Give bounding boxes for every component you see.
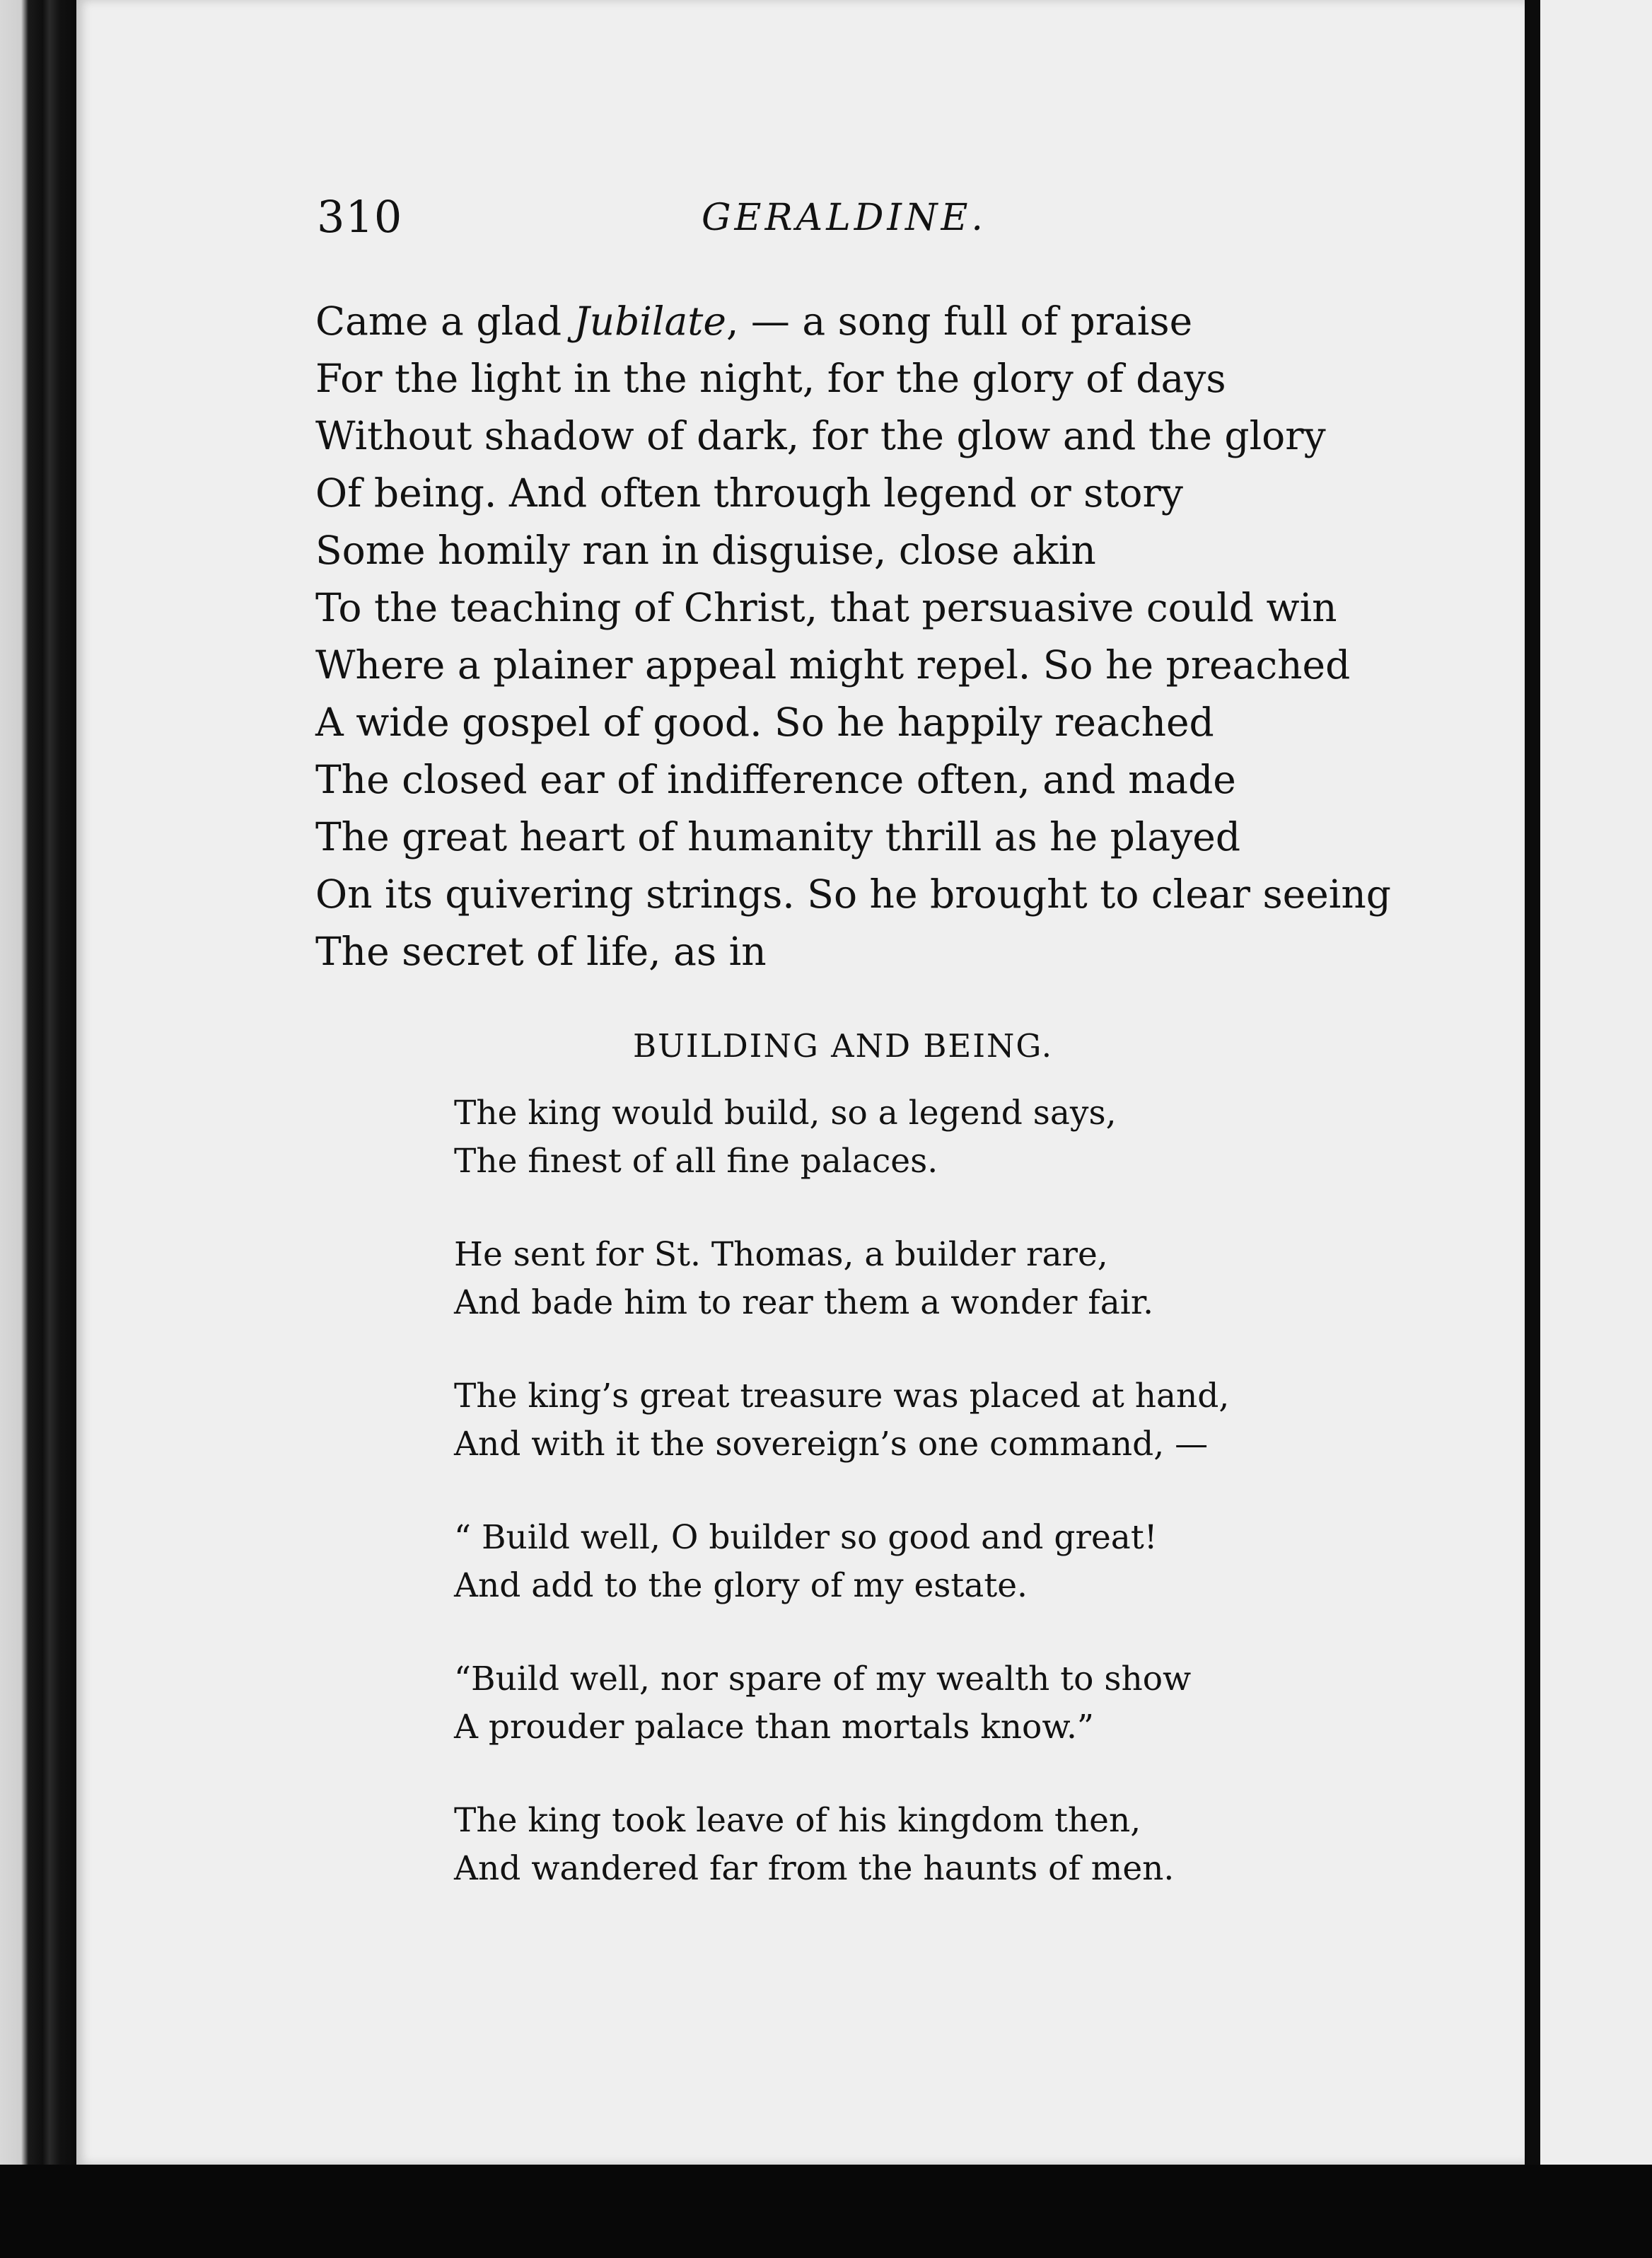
verse-line: “ Build well, O builder so good and great! bbox=[454, 1518, 1158, 1557]
verse-line: The king’s great treasure was placed at hand, bbox=[454, 1377, 1230, 1415]
text-line: A wide gospel of good. So he happily reached bbox=[315, 700, 1214, 745]
verse-line: “Build well, nor spare of my wealth to show bbox=[454, 1660, 1192, 1698]
text-line: Of being. And often through legend or story bbox=[315, 470, 1183, 516]
stanza bbox=[454, 1514, 1373, 1610]
verse-line: A prouder palace than mortals know.” bbox=[454, 1708, 1094, 1747]
text-line: The secret of life, as in bbox=[315, 929, 767, 974]
page-number: 310 bbox=[317, 191, 403, 243]
verse-line: The finest of all fine palaces. bbox=[454, 1142, 938, 1181]
verse-line: And with it the sovereign’s one command, — bbox=[454, 1425, 1209, 1464]
binding-edge bbox=[0, 0, 78, 2258]
verse-line: He sent for St. Thomas, a builder rare, bbox=[454, 1235, 1108, 1274]
verse-line: And bade him to rear them a wonder fair. bbox=[454, 1283, 1154, 1322]
poem-title: BUILDING AND BEING. bbox=[632, 1027, 1054, 1065]
text-line: To the teaching of Christ, that persuasive could win bbox=[315, 585, 1337, 630]
stanza bbox=[454, 1372, 1373, 1469]
poem bbox=[454, 1089, 1373, 1938]
text-line: On its quivering strings. So he brought to clear seeing bbox=[315, 872, 1391, 917]
stanza bbox=[454, 1797, 1373, 1893]
verse-line: And add to the glory of my estate. bbox=[454, 1566, 1028, 1605]
text-line: Where a plainer appeal might repel. So he preached bbox=[315, 642, 1351, 688]
text-line: For the light in the night, for the glory of days bbox=[315, 356, 1226, 401]
stanza bbox=[454, 1231, 1373, 1327]
adjacent-page-edge bbox=[1540, 0, 1652, 2172]
verse-line: The king would build, so a legend says, bbox=[454, 1094, 1117, 1133]
text-line: The closed ear of indifference often, and made bbox=[315, 757, 1236, 802]
body-text bbox=[315, 293, 1419, 980]
scan-border bbox=[0, 2165, 1652, 2258]
running-head: GERALDINE. bbox=[702, 197, 987, 239]
verse-line: And wandered far from the haunts of men. bbox=[454, 1849, 1175, 1888]
text-line: Came a glad Jubilate, — a song full of praise bbox=[315, 299, 1193, 344]
stanza bbox=[454, 1089, 1373, 1186]
text-line: Some homily ran in disguise, close akin bbox=[315, 528, 1096, 573]
verse-line: The king took leave of his kingdom then, bbox=[454, 1801, 1141, 1840]
stanza bbox=[454, 1655, 1373, 1752]
text-line: Without shadow of dark, for the glow and the glory bbox=[315, 413, 1326, 458]
text-line: The great heart of humanity thrill as he played bbox=[315, 814, 1241, 859]
